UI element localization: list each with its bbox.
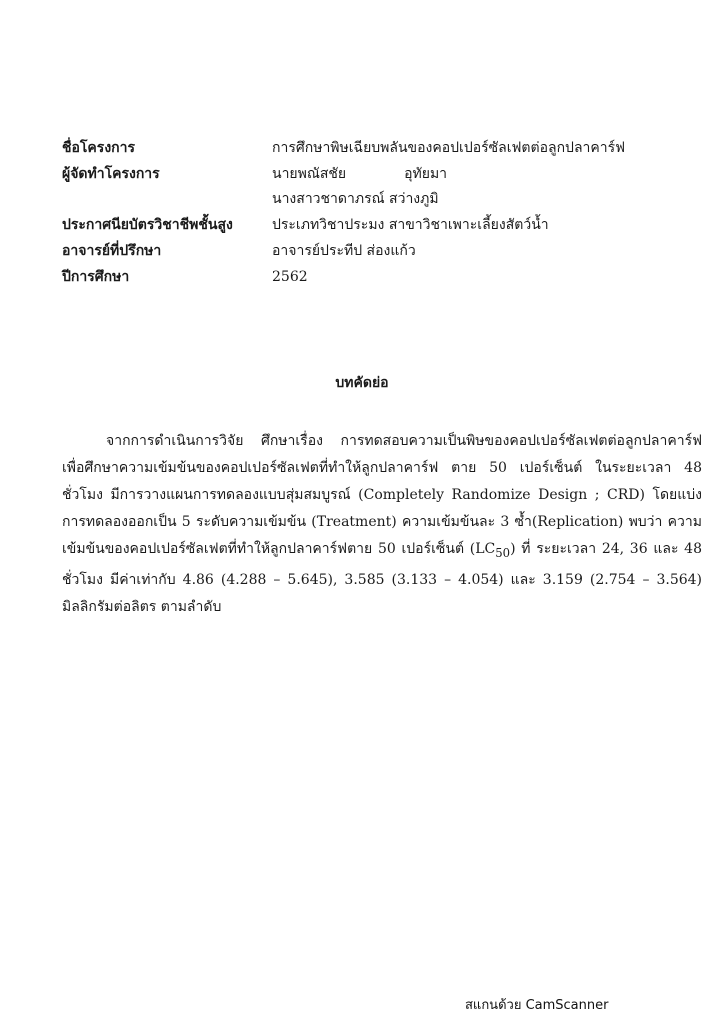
year-value: 2562 [272,269,308,285]
abstract-body [62,428,702,621]
certificate-row [62,217,702,234]
organizer-label: ผู้จัดทำโครงการ [62,166,160,182]
abstract-text-2: ) ที่ ระยะเวลา 24, 36 และ 48 ชั่วโมง มีค่าเท่ากับ 4.86 (4.288 – 5.645), 3.585 (3.133 – 4.054) และ 3.159 (2.754 – 3.564) มิลลิกรัมต่อลิตร ตามลำดับ [62,541,703,615]
advisor-row [62,243,702,260]
advisor-value: อาจารย์ประทีป ส่องแก้ว [272,243,416,259]
organizer-1-first: นายพณัสชัย [272,166,347,182]
camscanner-watermark: สแกนด้วย CamScanner [465,998,609,1013]
certificate-value: ประเภทวิชาประมง สาขาวิชาเพาะเลี้ยงสัตว์น้ำ [272,217,549,233]
organizer-1 [272,166,702,183]
abstract-text-1: จากการดำเนินการวิจัย ศึกษาเรื่อง การทดสอบความเป็นพิษของคอปเปอร์ซัลเฟตต่อลูกปลาคาร์ฟ เพื่อศึกษาความเข้มข้นของคอปเปอร์ซัลเฟตที่ทำให้ลูกปลาคาร์ฟ ตาย 50 เปอร์เซ็นต์ ในระยะเวลา 48 ชั่วโมง มีการวางแผนการทดลองแบบสุ่มสมบูรณ์ (Completely Randomize Design ; CRD) โดยแบ่งการทดลองออกเป็น 5 ระดับความเข้มข้น (Treatment) ความเข้มข้นละ 3 ซ้ำ(Replication) พบว่า ความเข้มข้นของคอปเปอร์ซัลเฟตที่ทำให้ลูกปลาคาร์ฟตาย 50 เปอร์เซ็นต์ (LC [62,433,702,557]
year-label: ปีการศึกษา [62,269,130,285]
organizer-1-last: อุทัยมา [404,166,448,182]
advisor-label: อาจารย์ที่ปรึกษา [62,243,162,259]
organizer-2: นางสาวชาดาภรณ์ สว่างภูมิ [272,191,439,207]
abstract-title: บทคัดย่อ [335,375,389,391]
project-row [62,140,702,157]
project-value: การศึกษาพิษเฉียบพลันของคอปเปอร์ซัลเฟตต่อลูกปลาคาร์ฟ [272,140,626,156]
abstract-paragraph [62,428,702,621]
project-label: ชื่อโครงการ [62,140,136,156]
certificate-label: ประกาศนียบัตรวิชาชีพชั้นสูง [62,217,233,233]
year-row [62,269,702,286]
organizer-row [62,166,702,208]
project-info [62,140,702,295]
lc-subscript: 50 [495,545,511,560]
